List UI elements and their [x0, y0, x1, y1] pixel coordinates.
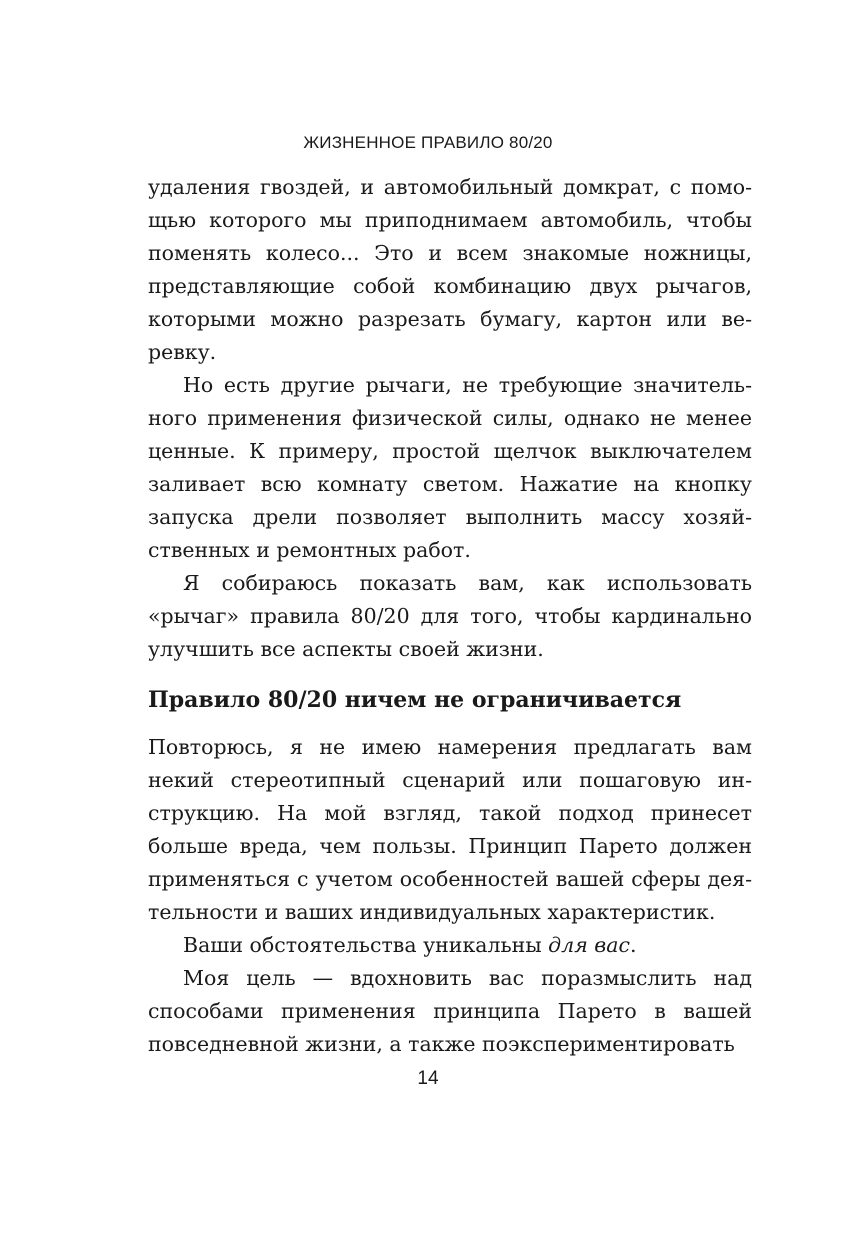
paragraph-other-levers: Но есть другие рычаги, не требующие значительного применения физической силы, однако не менее ценные. К примеру, простой щелчок выключателем заливает всю комнату светом. Нажатие на кнопку запуска дрели позволяет выполнить массу хозяйственных и ремонтных работ. [148, 373, 752, 562]
page-number: 14 [417, 1068, 439, 1089]
body-text-bottom [148, 731, 752, 1061]
running-head: ЖИЗНЕННОЕ ПРАВИЛО 80/20 [303, 133, 553, 152]
paragraph-unique-end: . [629, 933, 637, 957]
paragraph-no-scenario: Повторюсь, я не имею намерения предлагать вам некий стереотипный сценарий или пошаговую инструкцию. На мой взгляд, такой подход принесет больше вреда, чем пользы. Принцип Парето должен применяться с учетом особенностей вашей сферы деятельности и ваших индивидуальных характеристик. [148, 735, 752, 924]
paragraph-continued: удаления гвоздей, и автомобильный домкрат, с помощью которого мы приподнимаем автомобиль, чтобы поменять колесо... Это и всем знакомые ножницы, представляющие собой комбинацию двух рычагов, которыми можно разрезать бумагу, картон или веревку. [148, 175, 752, 364]
emphasis-for-you: для вас [548, 933, 630, 957]
paragraph-unique-circumstances [148, 929, 752, 962]
body-text-top [148, 171, 752, 666]
section-heading: Правило 80/20 ничем не ограничивается [148, 687, 682, 713]
paragraph-unique-text: Ваши обстоятельства уникальны [183, 933, 549, 957]
paragraph-lever-intent: Я собираюсь показать вам, как использовать «рычаг» правила 80/20 для того, чтобы кардинально улучшить все аспекты своей жизни. [148, 571, 752, 661]
paragraph-my-goal: Моя цель — вдохновить вас поразмыслить над способами применения принципа Парето в вашей повседневной жизни, а также поэкспериментировать [148, 966, 752, 1056]
